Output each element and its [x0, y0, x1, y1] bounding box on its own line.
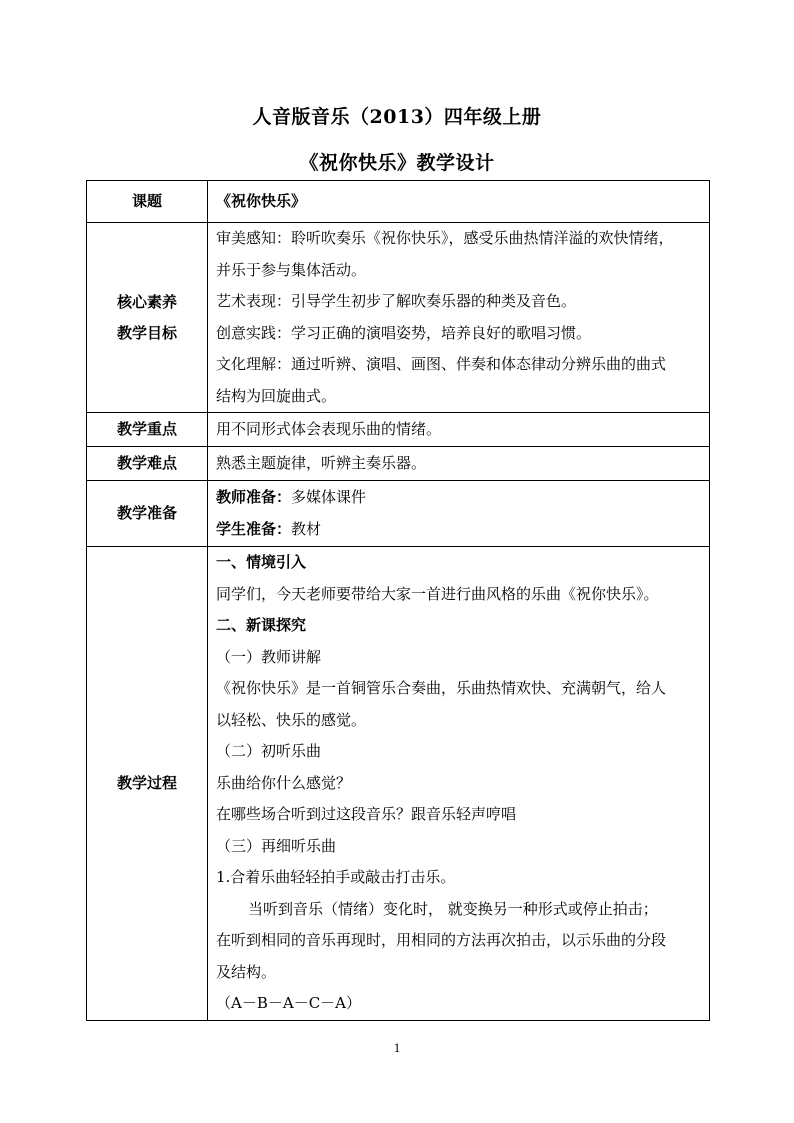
section-title: 一、情境引入 — [216, 553, 307, 571]
form-structure: （A－B－A－C－A） — [216, 994, 361, 1012]
goal-line: 创意实践：学习正确的演唱姿势，培养良好的歌唱习惯。 — [216, 323, 592, 342]
question: 乐曲给你什么感觉？ — [216, 773, 352, 792]
subsection-title: （二）初听乐曲 — [216, 742, 322, 760]
subsection-title: （一）教师讲解 — [216, 647, 322, 666]
process-label: 教学过程 — [87, 547, 208, 1021]
student-prep-label: 学生准备： — [216, 519, 292, 538]
preparation-content — [208, 481, 710, 547]
question: 在哪些场合听到过这段音乐？跟音乐轻声哼唱 — [216, 805, 517, 823]
section-title: 二、新课探究 — [216, 616, 307, 634]
table-row-key-points — [87, 413, 710, 447]
process-content — [208, 547, 710, 1021]
table-row-difficulties — [87, 447, 710, 481]
page-number: 1 — [393, 1040, 401, 1055]
paragraph: 同学们，今天老师要带给大家一首进行曲风格的乐曲《祝你快乐》。 — [216, 584, 659, 603]
goal-line: 艺术表现：引导学生初步了解吹奏乐器的种类及音色。 — [216, 292, 577, 310]
goal-line: 并乐于参与集体活动。 — [216, 260, 367, 279]
paragraph: 以轻松、快乐的感觉。 — [216, 710, 367, 729]
table-row-goals — [87, 223, 710, 413]
paragraph: 当听到音乐（情绪）变化时， 就变换另一种形式或停止拍击； — [248, 899, 658, 918]
goal-line: 文化理解：通过听辨、演唱、画图、伴奏和体态律动分辨乐曲的曲式 — [216, 355, 667, 373]
preparation-label: 教学准备 — [87, 481, 208, 547]
paragraph: 及结构。 — [216, 962, 277, 981]
topic-label: 课题 — [87, 181, 208, 223]
document-subtitle: 《祝你快乐》教学设计 — [299, 152, 495, 174]
teacher-prep-label: 教师准备： — [216, 488, 292, 506]
paragraph: 在听到相同的音乐再现时，用相同的方法再次拍击，以示乐曲的分段 — [216, 931, 667, 949]
teacher-prep-value: 多媒体课件 — [291, 488, 367, 506]
student-prep-value: 教材 — [291, 519, 322, 538]
goal-line: 审美感知：聆听吹奏乐《祝你快乐》，感受乐曲热情洋溢的欢快情绪， — [216, 229, 674, 247]
key-points-label: 教学重点 — [87, 413, 208, 447]
table-row-preparation — [87, 481, 710, 547]
list-item: 1.合着乐曲轻轻拍手或敲击打击乐。 — [216, 868, 456, 886]
lesson-plan-table — [86, 180, 710, 1021]
difficulties-value: 熟悉主题旋律，听辨主奏乐器。 — [208, 447, 710, 481]
topic-value: 《祝你快乐》 — [208, 181, 710, 223]
table-row-process — [87, 547, 710, 1021]
goal-line: 结构为回旋曲式。 — [216, 386, 337, 405]
subsection-title: （三）再细听乐曲 — [216, 836, 337, 855]
paragraph: 《祝你快乐》是一首铜管乐合奏曲，乐曲热情欢快、充满朝气，给人 — [216, 679, 667, 697]
key-points-value: 用不同形式体会表现乐曲的情绪。 — [208, 413, 710, 447]
goals-content — [208, 223, 710, 413]
table-row-topic — [87, 181, 710, 223]
difficulties-label: 教学难点 — [87, 447, 208, 481]
document-title: 人音版音乐（2013）四年级上册 — [252, 106, 542, 128]
goals-label: 核心素养 教学目标 — [87, 223, 208, 413]
